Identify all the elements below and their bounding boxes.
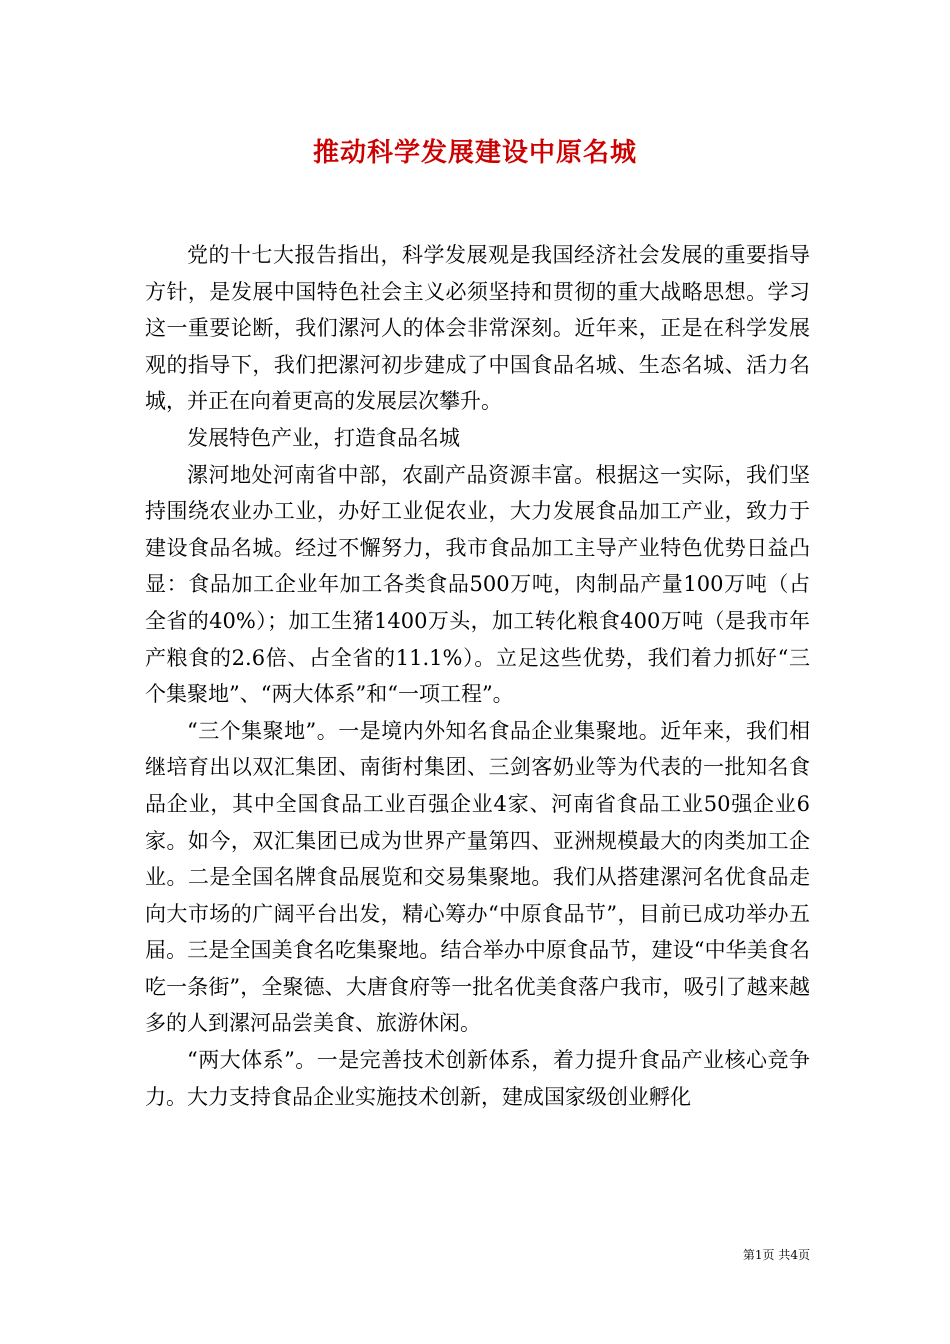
paragraph-two-systems: “两大体系”。一是完善技术创新体系，着力提升食品产业核心竞争力。大力支持食品企业实施技术创新，建成国家级创业孵化	[145, 1048, 810, 1109]
paragraph-industry: 漯河地处河南省中部，农副产品资源丰富。根据这一实际，我们坚持围绕农业办工业，办好工业促农业，大力发展食品加工产业，致力于建设食品名城。经过不懈努力，我市食品加工主导产业特色优势日益凸显：食品加工企业年加工各类食品500万吨，肉制品产量100万吨（占全省的40%）；加工生猪1400万头，加工转化粮食400万吨（是我市年产粮食的2.6倍、占全省的11.1%）。立足这些优势，我们着力抓好“三个集聚地”、“两大体系”和“一项工程”。	[145, 462, 810, 707]
page-number-footer: 第1页 共4页	[742, 1248, 810, 1262]
paragraph-three-clusters: “三个集聚地”。一是境内外知名食品企业集聚地。近年来，我们相继培育出以双汇集团、南街村集团、三剑客奶业等为代表的一批知名食品企业，其中全国食品工业百强企业4家、河南省食品工业50强企业6家。如今，双汇集团已成为世界产量第四、亚洲规模最大的肉类加工企业。二是全国名牌食品展览和交易集聚地。我们从搭建漯河名优食品走向大市场的广阔平台出发，精心筹办“中原食品节”，目前已成功举办五届。三是全国美食名吃集聚地。结合举办中原食品节，建设“中华美食名吃一条街”，全聚德、大唐食府等一批名优美食落户我市，吸引了越来越多的人到漯河品尝美食、旅游休闲。	[145, 718, 810, 1036]
document-title: 推动科学发展建设中原名城	[312, 138, 637, 168]
paragraph-intro: 党的十七大报告指出，科学发展观是我国经济社会发展的重要指导方针，是发展中国特色社会主义必须坚持和贯彻的重大战略思想。学习这一重要论断，我们漯河人的体会非常深刻。近年来，正是在科学发展观的指导下，我们把漯河初步建成了中国食品名城、生态名城、活力名城，并正在向着更高的发展层次攀升。	[145, 243, 810, 414]
document-body	[145, 237, 810, 1115]
section-heading: 发展特色产业，打造食品名城	[187, 425, 460, 450]
